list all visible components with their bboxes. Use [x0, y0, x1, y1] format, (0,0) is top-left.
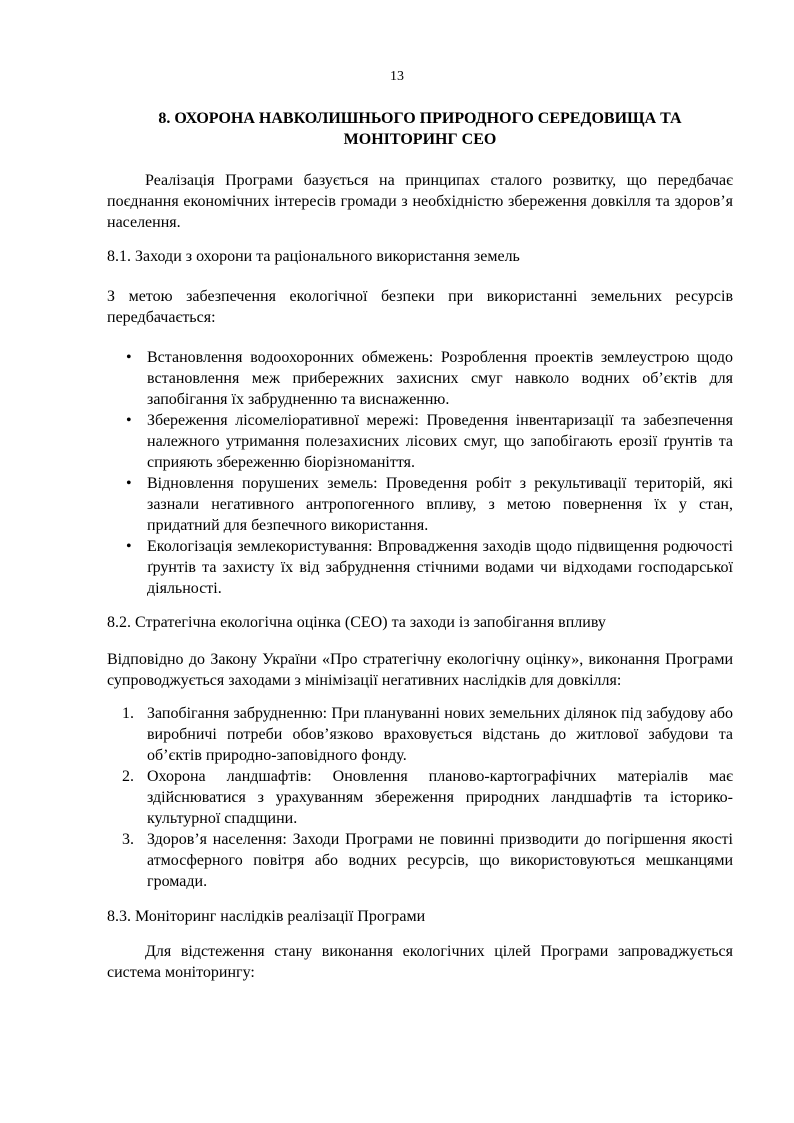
- bullet-item: • Відновлення порушених земель: Проведення робіт з рекультивації територій, які зазнали негативного антропогенного впливу, з метою повернення їх у стан, придатний для безпечного використання.: [147, 473, 733, 536]
- section-8-3-lead-paragraph: Для відстеження стану виконання екологічних цілей Програми запроваджується система моніторингу:: [107, 943, 733, 981]
- section-8-1-lead-paragraph: З метою забезпечення екологічної безпеки при використанні земельних ресурсів передбачається:: [107, 288, 733, 326]
- document-content: [107, 100, 733, 983]
- section-8-2-lead-paragraph: Відповідно до Закону України «Про стратегічну екологічну оцінку», виконання Програми супроводжується заходами з мінімізації негативних наслідків для довкілля:: [107, 651, 733, 689]
- numbered-item: Охорона ландшафтів: Оновлення планово-картографічних матеріалів має здійснюватися з урахуванням збереження природних ландшафтів та історико-культурної спадщини.: [147, 768, 733, 827]
- section-8-1-heading: 8.1. Заходи з охорони та раціонального використання земель: [107, 248, 520, 265]
- section-8-3-heading: 8.3. Моніторинг наслідків реалізації Програми: [107, 908, 426, 925]
- chapter-heading: 8. ОХОРОНА НАВКОЛИШНЬОГО ПРИРОДНОГО СЕРЕДОВИЩА ТА МОНІТОРИНГ СЕО: [158, 110, 682, 148]
- bullet-item: • Екологізація землекористування: Впровадження заходів щодо підвищення родючості ґрунтів та захисту їх від забруднення стічними водами чи відходами господарської діяльності.: [147, 536, 733, 599]
- page-number: 13: [390, 69, 404, 84]
- section-8-1-bullet-list: [107, 347, 733, 599]
- section-8-2-numbered-list: [107, 703, 733, 892]
- bullet-item: • Встановлення водоохоронних обмежень: Розроблення проектів землеустрою щодо встановлення меж прибережних захисних смуг навколо водних об’єктів для запобігання їх забрудненню та виснаженню.: [147, 347, 733, 410]
- bullet-item: • Збереження лісомеліоративної мережі: Проведення інвентаризації та забезпечення належного утримання полезахисних лісових смуг, що запобігають ерозії ґрунтів та сприяють збереженню біорізноманіття.: [147, 410, 733, 473]
- numbered-item: Здоров’я населення: Заходи Програми не повинні призводити до погіршення якості атмосферного повітря або водних ресурсів, що використовуються мешканцями громади.: [147, 831, 733, 890]
- section-8-2-heading: 8.2. Стратегічна екологічна оцінка (СЕО) та заходи із запобігання впливу: [107, 614, 606, 631]
- intro-paragraph: Реалізація Програми базується на принципах сталого розвитку, що передбачає поєднання економічних інтересів громади з необхідністю збереження довкілля та здоров’я населення.: [107, 172, 733, 231]
- numbered-item: Запобігання забрудненню: При плануванні нових земельних ділянок під забудову або виробничі потреби обов’язково враховується відстань до житлової забудови та об’єктів природно-заповідного фонду.: [147, 705, 733, 764]
